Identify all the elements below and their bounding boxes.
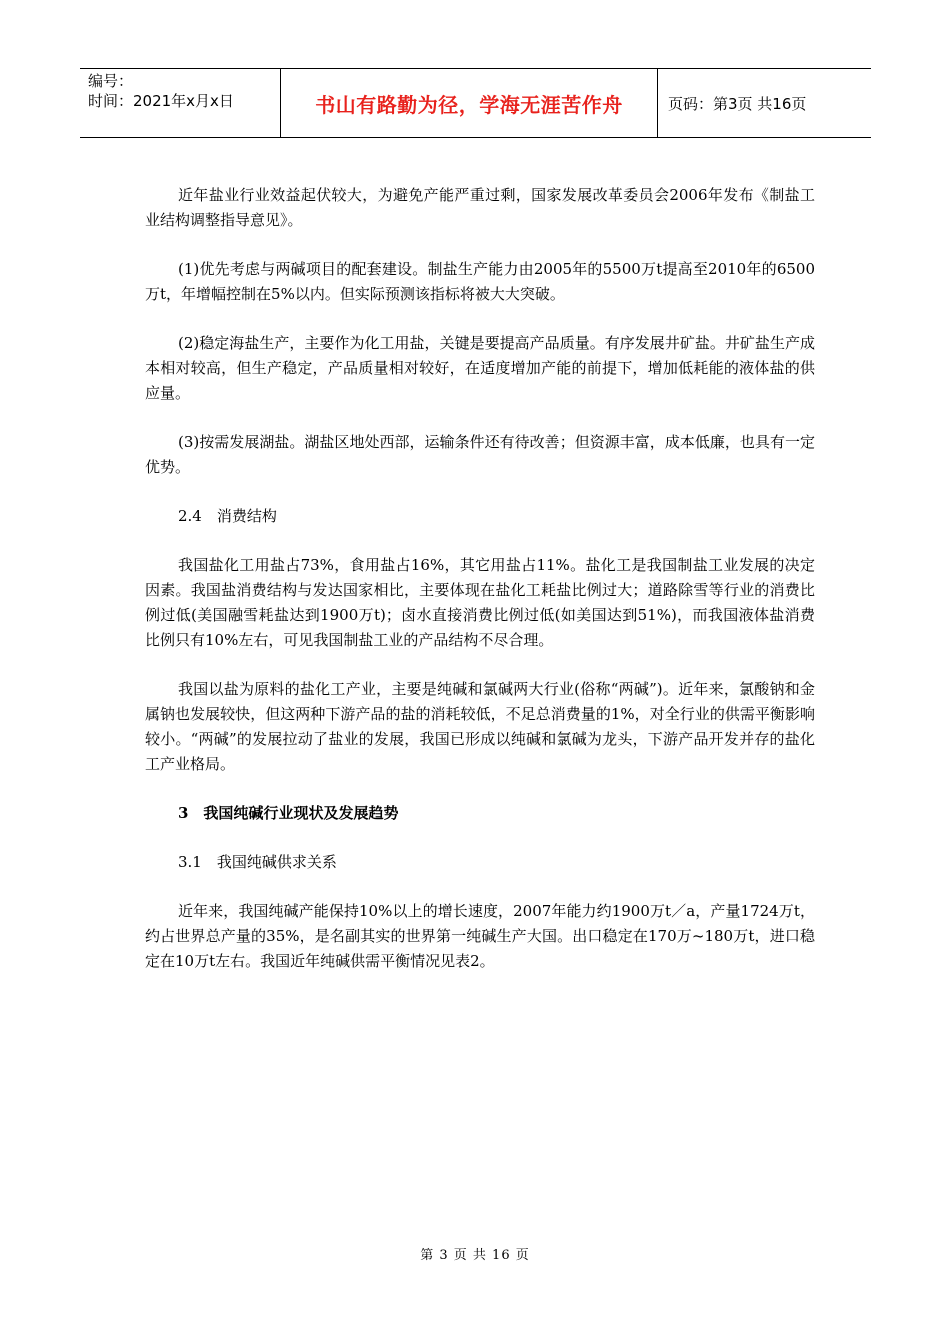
paragraph-item-1: (1)优先考虑与两碱项目的配套建设。制盐生产能力由2005年的5500万t提高至2010年的6500万t，年增幅控制在5%以内。但实际预测该指标将被大大突破。 [145, 260, 815, 303]
paragraph-soda-supply: 近年来，我国纯碱产能保持10%以上的增长速度，2007年能力约1900万t／a，产量1724万t，约占世界总产量的35%，是名副其实的世界第一纯碱生产大国。出口稳定在170万~180万t，进口稳定在10万t左右。我国近年纯碱供需平衡情况见表2。 [145, 902, 815, 970]
number-label: 编号： [88, 72, 134, 90]
page-footer: 第 3 页 共 16 页 [420, 1248, 530, 1263]
section-heading-3-1: 3.1 我国纯碱供求关系 [178, 853, 337, 871]
time-label: 时间：2021年x月x日 [88, 92, 234, 110]
page-header [80, 68, 871, 138]
section-heading-2-4: 2.4 消费结构 [178, 507, 277, 525]
header-motto: 书山有路勤为径，学海无涯苦作舟 [281, 69, 658, 137]
paragraph-item-2: (2)稳定海盐生产，主要作为化工用盐，关键是要提高产品质量。有序发展井矿盐。井矿盐生产成本相对较高，但生产稳定，产品质量相对较好，在适度增加产能的前提下，增加低耗能的液体盐的供应量。 [145, 334, 815, 402]
header-page-number: 页码：第3页 共16页 [668, 94, 807, 113]
paragraph-item-3: (3)按需发展湖盐。湖盐区地处西部，运输条件还有待改善；但资源丰富，成本低廉，也具有一定优势。 [145, 433, 815, 476]
header-meta [80, 69, 281, 137]
paragraph-salt-chemical: 我国以盐为原料的盐化工产业，主要是纯碱和氯碱两大行业(俗称“两碱”)。近年来，氯酸钠和金属钠也发展较快，但这两种下游产品的盐的消耗较低，不足总消费量的1%，对全行业的供需平衡影响较小。“两碱”的发展拉动了盐业的发展，我国已形成以纯碱和氯碱为龙头，下游产品开发并存的盐化工产业格局。 [145, 680, 815, 773]
section-heading-3: 3 我国纯碱行业现状及发展趋势 [178, 804, 399, 822]
paragraph-intro: 近年盐业行业效益起伏较大，为避免产能严重过剩，国家发展改革委员会2006年发布《制盐工业结构调整指导意见》。 [145, 186, 815, 229]
paragraph-consumption: 我国盐化工用盐占73%，食用盐占16%，其它用盐占11%。盐化工是我国制盐工业发展的决定因素。我国盐消费结构与发达国家相比，主要体现在盐化工耗盐比例过大；道路除雪等行业的消费比例过低(美国融雪耗盐达到1900万t)；卤水直接消费比例过低(如美国达到51%)，而我国液体盐消费比例只有10%左右，可见我国制盐工业的产品结构不尽合理。 [145, 556, 815, 649]
document-body [145, 183, 815, 998]
